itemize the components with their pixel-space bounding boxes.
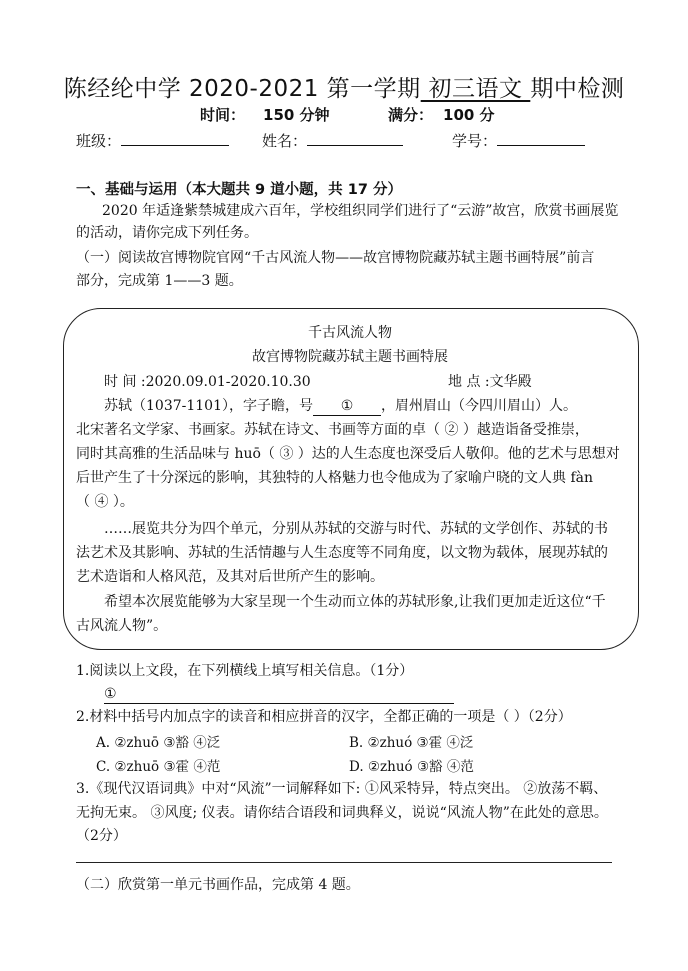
exhibit-para2-line-2: 法艺术及其影响、苏轼的生活情趣与人生态度等不同角度，以文物为载体，展现苏轼的 [76, 545, 608, 561]
time-label: 时间： [200, 106, 246, 124]
id-label: 学号： [452, 132, 498, 150]
intro-line-1: 2020 年适逢紫禁城建成六百年，学校组织同学们进行了“云游”故宫，欣赏书画展览 [102, 203, 619, 219]
time-value: 150 分钟 [263, 106, 330, 124]
exhibit-para3-line-2: 古风流人物”。 [76, 618, 168, 634]
exhibit-para3-line-1: 希望本次展览能够为大家呈现一个生动而立体的苏轼形象,让我们更加走近这位“千 [104, 594, 606, 610]
score-info [388, 104, 495, 125]
question-3-line-2: 无拘无束。 ③风度; 仪表。请你结合语段和词典释义，说说“风流人物”在此处的意思。 [76, 805, 608, 821]
exhibit-title-2: 故宫博物院藏苏轼主题书画特展 [252, 349, 448, 365]
exhibit-title-1: 千古风流人物 [308, 325, 392, 341]
intro-line-2: 的活动，请你完成下列任务。 [76, 225, 258, 241]
q2-option-a[interactable]: A. ②zhuō ③豁 ④泛 [96, 735, 221, 751]
time-info [200, 104, 330, 125]
id-blank[interactable] [497, 131, 585, 146]
exhibit-line-5: （ ④ ）。 [76, 494, 134, 510]
exam-title [0, 70, 688, 103]
exhibit-place: 地 点 :文华殿 [448, 374, 532, 390]
q1-blank-number: ① [104, 686, 117, 702]
exhibit-para2-line-3: 艺术造诣和人格风范，及其对后世所产生的影响。 [76, 569, 384, 585]
class-label: 班级： [76, 132, 122, 150]
part1-line-1: （一）阅读故宫博物院官网“千古风流人物——故宫博物院藏苏轼主题书画特展”前言 [76, 250, 595, 266]
bio-part-1: 苏轼（1037-1101），字子瞻，号 [104, 398, 313, 414]
q1-answer-line[interactable] [104, 683, 454, 704]
id-field [452, 130, 585, 151]
part-2-heading: （二）欣赏第一单元书画作品，完成第 4 题。 [76, 877, 360, 893]
exhibit-para2-line-1: ……展览共分为四个单元，分别从苏轼的交游与时代、苏轼的文学创作、苏轼的书 [104, 521, 608, 537]
score-value: 100 分 [443, 106, 495, 124]
bio-blank-1[interactable]: ① [313, 398, 381, 416]
question-3-line-3: （2分） [76, 828, 127, 844]
bio-part-2: ，眉州眉山（今四川眉山）人。 [381, 398, 577, 414]
class-blank[interactable] [121, 131, 229, 146]
exhibit-line-4: 后世产生了十分深远的影响，其独特的人格魅力也令他成为了家喻户晓的文人典 fàn [76, 470, 593, 486]
q2-option-d[interactable]: D. ②zhuó ③豁 ④范 [349, 759, 474, 775]
title-subject: 初三语文 [420, 76, 531, 102]
question-2: 2.材料中括号内加点字的读音和相应拼音的汉字，全都正确的一项是（ ）（2分） [76, 709, 572, 725]
title-prefix: 陈经纶中学 2020-2021 第一学期 [63, 76, 421, 102]
exhibit-bio-line [104, 395, 577, 416]
question-1: 1.阅读以上文段，在下列横线上填写相关信息。（1分） [76, 663, 414, 679]
exhibit-line-3: 同时其高雅的生活品味与 huō（ ③ ）达的人生态度也深受后人敬仰。他的艺术与思想对 [76, 446, 620, 462]
q2-option-b[interactable]: B. ②zhuó ③霍 ④泛 [349, 735, 474, 751]
name-field [262, 130, 403, 151]
exhibit-time: 时 间 :2020.09.01-2020.10.30 [104, 374, 311, 390]
title-suffix: 期中检测 [530, 76, 625, 102]
part1-line-2: 部分，完成第 1——3 题。 [76, 273, 243, 289]
name-label: 姓名： [262, 132, 308, 150]
exhibit-line-2: 北宋著名文学家、书画家。苏轼在诗文、书画等方面的卓（ ② ）越造诣备受推崇， [76, 422, 589, 438]
name-blank[interactable] [307, 131, 403, 146]
q2-option-c[interactable]: C. ②zhuō ③霍 ④范 [96, 759, 221, 775]
section-heading: 一、基础与运用（本大题共 9 道小题，共 17 分） [76, 182, 402, 198]
score-label: 满分： [388, 106, 434, 124]
question-3-line-1: 3.《现代汉语词典》中对“风流”一词解释如下: ①风采特异，特点突出。 ②放荡不羁、 [76, 781, 608, 797]
class-field [76, 130, 229, 151]
q3-answer-line[interactable] [76, 862, 612, 863]
